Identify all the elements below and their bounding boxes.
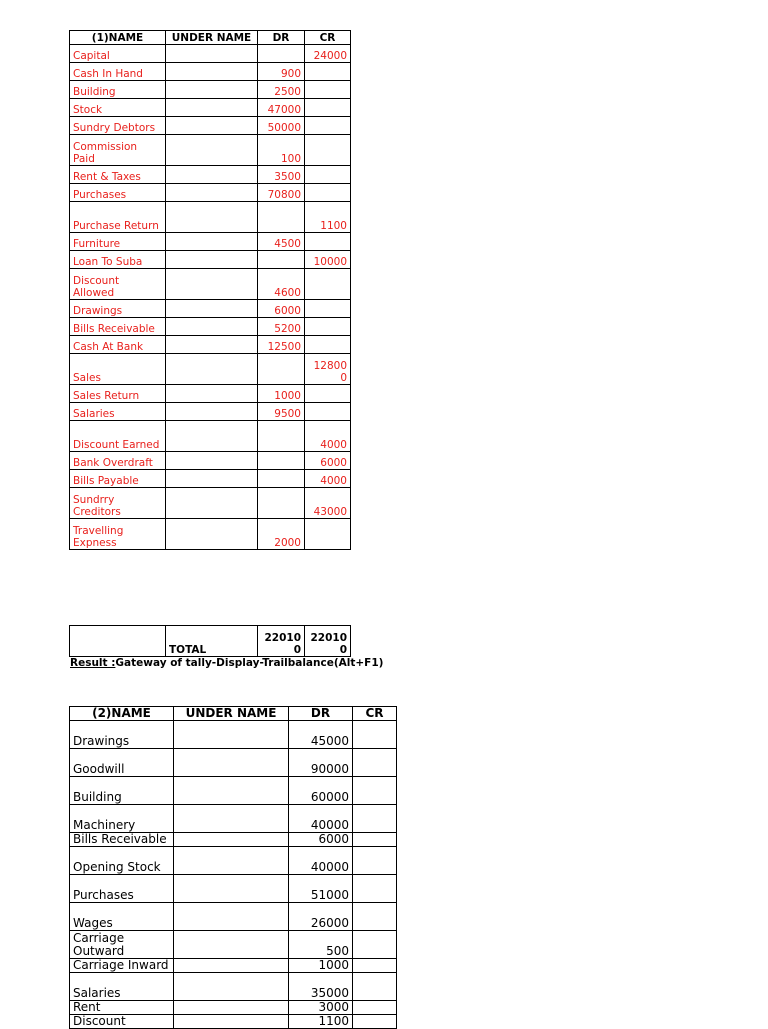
cr-amount	[305, 403, 351, 421]
under-name-cell	[166, 452, 258, 470]
ledger-name: Wages	[70, 903, 174, 931]
dr-amount	[258, 354, 305, 385]
result-label: Result :	[70, 657, 116, 669]
ledger-name: Purchases	[70, 184, 166, 202]
under-name-cell	[174, 749, 289, 777]
dr-amount	[258, 45, 305, 63]
cr-amount	[353, 903, 397, 931]
under-name-cell	[166, 45, 258, 63]
ledger-name: Carriage Inward	[70, 959, 174, 973]
trial-balance-table-1	[69, 30, 351, 550]
table-row	[70, 452, 351, 470]
table-row	[70, 166, 351, 184]
cr-amount	[353, 833, 397, 847]
dr-amount: 6000	[289, 833, 353, 847]
ledger-name: Opening Stock	[70, 847, 174, 875]
table-row	[70, 184, 351, 202]
table-row	[70, 45, 351, 63]
ledger-name: Bills Receivable	[70, 833, 174, 847]
dr-amount: 47000	[258, 99, 305, 117]
table-row	[70, 1015, 397, 1029]
under-name-cell	[166, 470, 258, 488]
cr-amount	[305, 166, 351, 184]
table-row	[70, 81, 351, 99]
ledger-name: Bills Receivable	[70, 318, 166, 336]
cr-amount	[353, 875, 397, 903]
ledger-name: Sundry Debtors	[70, 117, 166, 135]
totals-table	[69, 625, 351, 657]
dr-amount: 1000	[289, 959, 353, 973]
under-name-cell	[166, 81, 258, 99]
dr-amount: 4600	[258, 269, 305, 300]
ledger-name: Goodwill	[70, 749, 174, 777]
ledger-name: Discount Allowed	[70, 269, 166, 300]
dr-amount: 12500	[258, 336, 305, 354]
dr-amount: 2500	[258, 81, 305, 99]
dr-amount	[258, 202, 305, 233]
cr-amount	[305, 63, 351, 81]
table-row	[70, 403, 351, 421]
under-name-column-header: UNDER NAME	[174, 707, 289, 721]
table-row	[70, 233, 351, 251]
dr-amount: 1100	[289, 1015, 353, 1029]
under-name-cell	[166, 421, 258, 452]
cr-amount: 10000	[305, 251, 351, 269]
table-row	[70, 903, 397, 931]
cr-amount	[305, 336, 351, 354]
result-line	[70, 657, 383, 669]
ledger-name: Bank Overdraft	[70, 452, 166, 470]
table-row	[70, 777, 397, 805]
ledger-name: Sundrry Creditors	[70, 488, 166, 519]
cr-amount: 4000	[305, 421, 351, 452]
cr-amount	[305, 81, 351, 99]
total-label: TOTAL	[166, 626, 258, 657]
dr-amount	[258, 452, 305, 470]
table-header-row	[70, 707, 397, 721]
ledger-name: Rent	[70, 1001, 174, 1015]
cr-amount	[353, 777, 397, 805]
table-row	[70, 959, 397, 973]
under-name-cell	[174, 1015, 289, 1029]
under-name-cell	[174, 875, 289, 903]
table-row	[70, 251, 351, 269]
cr-amount	[353, 931, 397, 959]
dr-amount: 3000	[289, 1001, 353, 1015]
under-name-cell	[174, 931, 289, 959]
cr-amount	[305, 184, 351, 202]
table-row	[70, 117, 351, 135]
dr-amount	[258, 421, 305, 452]
cr-amount	[353, 847, 397, 875]
cr-amount	[353, 973, 397, 1001]
cr-amount	[305, 233, 351, 251]
dr-amount: 6000	[258, 300, 305, 318]
cr-amount	[353, 721, 397, 749]
table-row	[70, 135, 351, 166]
ledger-name: Bills Payable	[70, 470, 166, 488]
under-name-cell	[174, 1001, 289, 1015]
under-name-cell	[166, 117, 258, 135]
cr-amount	[305, 519, 351, 550]
dr-amount: 2000	[258, 519, 305, 550]
ledger-name: Building	[70, 81, 166, 99]
cr-amount	[353, 1015, 397, 1029]
cr-amount: 24000	[305, 45, 351, 63]
dr-amount	[258, 251, 305, 269]
under-name-cell	[174, 721, 289, 749]
under-name-cell	[166, 318, 258, 336]
table-row	[70, 1001, 397, 1015]
total-cr-amount: 220100	[305, 626, 351, 657]
under-name-cell	[174, 847, 289, 875]
name-column-header: (1)NAME	[70, 31, 166, 45]
under-name-column-header: UNDER NAME	[166, 31, 258, 45]
dr-column-header: DR	[258, 31, 305, 45]
dr-amount: 900	[258, 63, 305, 81]
cr-column-header: CR	[305, 31, 351, 45]
table-row	[70, 749, 397, 777]
table-row	[70, 300, 351, 318]
dr-amount: 90000	[289, 749, 353, 777]
dr-amount: 50000	[258, 117, 305, 135]
dr-amount: 4500	[258, 233, 305, 251]
under-name-cell	[174, 959, 289, 973]
cr-amount	[305, 385, 351, 403]
dr-amount: 500	[289, 931, 353, 959]
ledger-name: Carriage Outward	[70, 931, 174, 959]
dr-amount: 35000	[289, 973, 353, 1001]
cr-amount: 6000	[305, 452, 351, 470]
ledger-name: Rent & Taxes	[70, 166, 166, 184]
table-row	[70, 805, 397, 833]
table-row	[70, 833, 397, 847]
table-row	[70, 875, 397, 903]
dr-amount: 5200	[258, 318, 305, 336]
under-name-cell	[166, 251, 258, 269]
dr-amount: 40000	[289, 847, 353, 875]
totals-row	[70, 626, 351, 657]
cr-amount	[305, 318, 351, 336]
name-column-header: (2)NAME	[70, 707, 174, 721]
cr-amount	[305, 117, 351, 135]
dr-amount: 26000	[289, 903, 353, 931]
under-name-cell	[174, 805, 289, 833]
cr-amount	[305, 135, 351, 166]
table-row	[70, 931, 397, 959]
table-row	[70, 519, 351, 550]
under-name-cell	[166, 354, 258, 385]
table-row	[70, 488, 351, 519]
ledger-name: Building	[70, 777, 174, 805]
dr-amount: 1000	[258, 385, 305, 403]
under-name-cell	[166, 202, 258, 233]
table-header-row	[70, 31, 351, 45]
ledger-name: Sales	[70, 354, 166, 385]
under-name-cell	[166, 488, 258, 519]
under-name-cell	[166, 166, 258, 184]
cr-amount	[353, 959, 397, 973]
dr-amount: 45000	[289, 721, 353, 749]
ledger-name: Commission Paid	[70, 135, 166, 166]
dr-amount: 9500	[258, 403, 305, 421]
cr-amount	[353, 749, 397, 777]
under-name-cell	[166, 385, 258, 403]
table-row	[70, 354, 351, 385]
ledger-name: Purchase Return	[70, 202, 166, 233]
dr-column-header: DR	[289, 707, 353, 721]
ledger-name: Salaries	[70, 973, 174, 1001]
cr-amount: 4000	[305, 470, 351, 488]
ledger-name: Discount	[70, 1015, 174, 1029]
under-name-cell	[166, 403, 258, 421]
table-row	[70, 318, 351, 336]
total-dr-amount: 220100	[258, 626, 305, 657]
dr-amount: 70800	[258, 184, 305, 202]
ledger-name: Loan To Suba	[70, 251, 166, 269]
cr-amount	[353, 805, 397, 833]
under-name-cell	[166, 269, 258, 300]
table-row	[70, 470, 351, 488]
totals-empty-cell	[70, 626, 166, 657]
under-name-cell	[166, 233, 258, 251]
dr-amount: 40000	[289, 805, 353, 833]
ledger-name: Stock	[70, 99, 166, 117]
cr-amount	[305, 99, 351, 117]
dr-amount	[258, 470, 305, 488]
under-name-cell	[174, 777, 289, 805]
under-name-cell	[166, 519, 258, 550]
table-row	[70, 421, 351, 452]
cr-amount	[305, 300, 351, 318]
dr-amount: 100	[258, 135, 305, 166]
table-row	[70, 721, 397, 749]
ledger-name: Cash In Hand	[70, 63, 166, 81]
ledger-name: Travelling Expness	[70, 519, 166, 550]
table-row	[70, 336, 351, 354]
under-name-cell	[166, 300, 258, 318]
cr-amount: 43000	[305, 488, 351, 519]
cr-amount: 1100	[305, 202, 351, 233]
ledger-name: Sales Return	[70, 385, 166, 403]
result-text: Gateway of tally-Display-Trailbalance(Alt+F1)	[115, 657, 384, 669]
ledger-name: Salaries	[70, 403, 166, 421]
dr-amount: 51000	[289, 875, 353, 903]
table-row	[70, 269, 351, 300]
dr-amount: 60000	[289, 777, 353, 805]
table-row	[70, 973, 397, 1001]
under-name-cell	[166, 135, 258, 166]
cr-amount: 128000	[305, 354, 351, 385]
ledger-name: Capital	[70, 45, 166, 63]
table-row	[70, 63, 351, 81]
table-row	[70, 385, 351, 403]
dr-amount	[258, 488, 305, 519]
under-name-cell	[166, 336, 258, 354]
ledger-name: Purchases	[70, 875, 174, 903]
dr-amount: 3500	[258, 166, 305, 184]
ledger-name: Cash At Bank	[70, 336, 166, 354]
ledger-name: Drawings	[70, 300, 166, 318]
cr-column-header: CR	[353, 707, 397, 721]
cr-amount	[305, 269, 351, 300]
under-name-cell	[166, 184, 258, 202]
ledger-name: Furniture	[70, 233, 166, 251]
ledger-name: Discount Earned	[70, 421, 166, 452]
under-name-cell	[174, 903, 289, 931]
table-row	[70, 202, 351, 233]
cr-amount	[353, 1001, 397, 1015]
under-name-cell	[174, 973, 289, 1001]
under-name-cell	[166, 63, 258, 81]
under-name-cell	[166, 99, 258, 117]
table-row	[70, 847, 397, 875]
under-name-cell	[174, 833, 289, 847]
ledger-name: Drawings	[70, 721, 174, 749]
trial-balance-table-2	[69, 706, 397, 1029]
table-row	[70, 99, 351, 117]
ledger-name: Machinery	[70, 805, 174, 833]
